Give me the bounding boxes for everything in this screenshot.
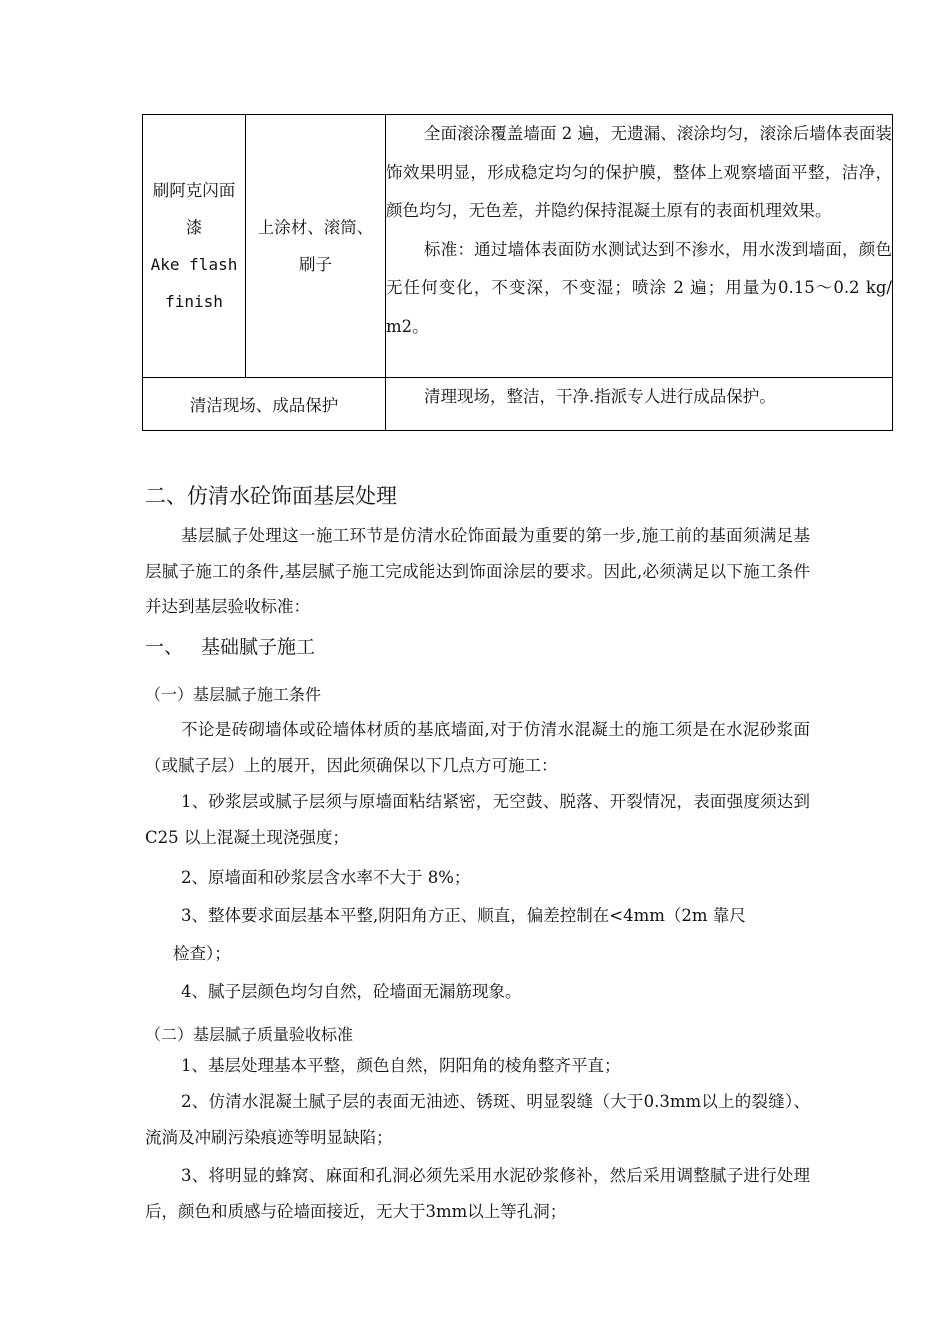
list-item: 3、整体要求面层基本平整,阴阳角方正、顺直，偏差控制在<4mm（2m 靠尺 xyxy=(181,906,746,925)
process-name-cell xyxy=(143,115,246,378)
table-row xyxy=(143,115,893,378)
intro-paragraph: 基层腻子处理这一施工环节是仿清水砼饰面最为重要的第一步,施工前的基面须满足基层腻子施工的条件,基层腻子施工完成能达到饰面涂层的要求。因此,必须满足以下施工条件并达到基层验收标准： xyxy=(145,526,810,616)
standard-paragraph: 标准：通过墙体表面防水测试达到不渗水，用水泼到墙面，颜色无任何变化，不变深，不变湿；喷涂 2 遍；用量为0.15～0.2 kg/ m2。 xyxy=(386,239,892,336)
list-item: 2、原墙面和砂浆层含水率不大于 8%； xyxy=(181,868,471,887)
conditions-intro: 不论是砖砌墙体或砼墙体材质的基底墙面,对于仿清水混凝土的施工须是在水泥砂浆面（或腻子层）上的展开，因此须确保以下几点方可施工： xyxy=(145,720,810,775)
process-name-line: 漆 xyxy=(185,218,203,237)
sub-heading: （一）基层腻子施工条件 xyxy=(145,685,322,704)
tools-cell xyxy=(246,115,386,378)
description-paragraph: 全面滚涂覆盖墙面 2 遍，无遗漏、滚涂均匀，滚涂后墙体表面装饰效果明显，形成稳定均匀的保护膜，整体上观察墙面平整，洁净，颜色均匀，无色差，并隐约保持混凝土原有的表面机理效果。 xyxy=(386,124,892,220)
list-item: 3、将明显的蜂窝、麻面和孔洞必须先采用水泥砂浆修补，然后采用调整腻子进行处理后，颜色和质感与砼墙面接近，无大于3mm以上等孔洞； xyxy=(145,1166,810,1221)
cleanup-description-cell: 清理现场，整洁，干净.指派专人进行成品保护。 xyxy=(386,378,893,431)
tools-line: 刷子 xyxy=(299,255,332,274)
tools-line: 上涂材、滚筒、 xyxy=(257,218,374,237)
subsection-title: 基础腻子施工 xyxy=(201,636,316,658)
list-item: 4、腻子层颜色均匀自然，砼墙面无漏筋现象。 xyxy=(181,982,522,1001)
list-item-continuation: 检查）； xyxy=(173,944,231,963)
table-row xyxy=(143,378,893,431)
section-title: 二、仿清水砼饰面基层处理 xyxy=(145,484,397,508)
cleanup-cell: 清洁现场、成品保护 xyxy=(143,378,386,431)
description-cell xyxy=(386,115,893,378)
subsection-number: 一、 xyxy=(145,636,184,658)
process-name-line: 刷阿克闪面 xyxy=(152,181,236,200)
list-item: 1、砂浆层或腻子层须与原墙面粘结紧密，无空鼓、脱落、开裂情况，表面强度须达到 C25 以上混凝土现浇强度； xyxy=(145,792,810,847)
process-name-line: finish xyxy=(165,292,223,311)
list-item: 1、基层处理基本平整，颜色自然，阴阳角的棱角整齐平直； xyxy=(181,1056,621,1075)
process-name-line: Ake flash xyxy=(150,255,238,274)
process-table xyxy=(142,114,893,431)
subsection-heading xyxy=(145,632,315,659)
sub-heading: （二）基层腻子质量验收标准 xyxy=(145,1025,354,1044)
list-item: 2、仿清水混凝土腻子层的表面无油迹、锈斑、明显裂缝（大于0.3mm以上的裂缝）、流淌及冲刷污染痕迹等明显缺陷； xyxy=(145,1092,810,1147)
